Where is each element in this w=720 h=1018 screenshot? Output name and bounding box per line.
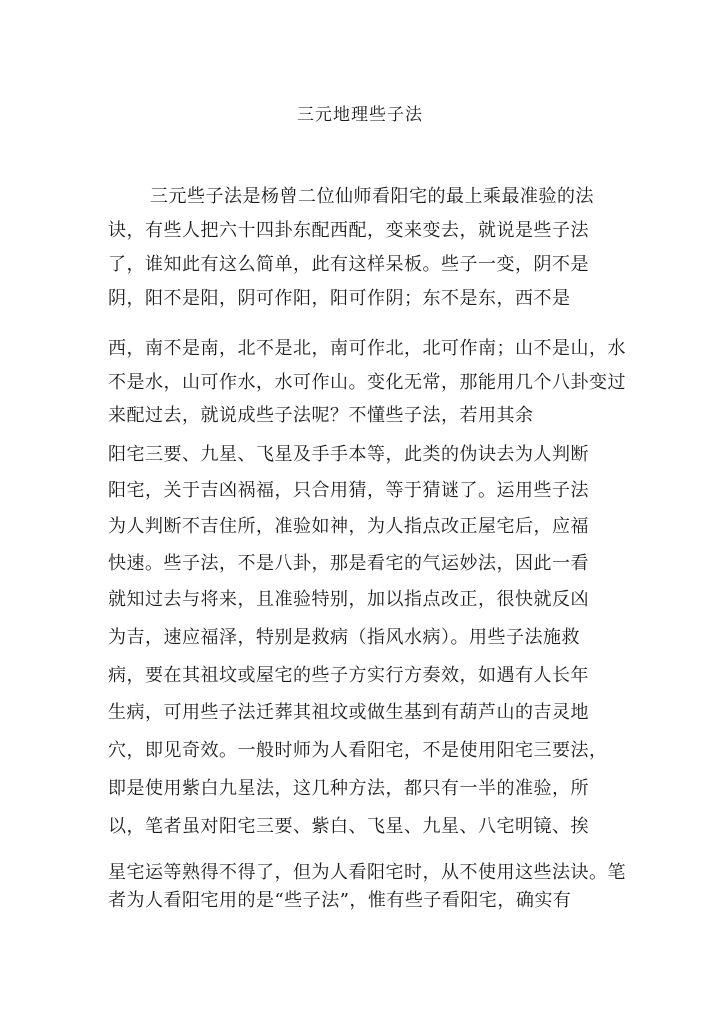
text-line: 西，南不是南，北不是北，南可作北，北可作南；山不是山，水	[108, 338, 626, 359]
text-line: 就知过去与将来，且准验特别，加以指点改正，很快就反凶	[108, 589, 589, 610]
text-line: 了，谁知此有这么简单，此有这样呆板。些子一变，阴不是	[108, 254, 589, 275]
text-line: 病，要在其祖坟或屋宅的些子方实行方奏效，如遇有人长年	[108, 665, 589, 686]
text-line: 即是使用紫白九星法，这几种方法，都只有一半的准验，所	[108, 778, 589, 799]
text-line: 以，笔者虽对阳宅三要、紫白、飞星、九星、八宅明镜、挨	[108, 816, 589, 837]
text-line: 生病，可用些子法迁葬其祖坟或做生基到有葫芦山的吉灵地	[108, 702, 589, 723]
text-line: 者为人看阳宅用的是“些子法”，惟有些子看阳宅，确实有	[108, 890, 572, 911]
text-line: 星宅运等熟得不得了，但为人看阳宅时，从不使用这些法诀。笔	[108, 862, 626, 883]
text-line: 三元些子法是杨曾二位仙师看阳宅的最上乘最准验的法	[150, 186, 594, 207]
text-line: 穴，即见奇效。一般时师为人看阳宅，不是使用阳宅三要法，	[108, 740, 608, 761]
text-line: 诀，有些人把六十四卦东配西配，变来变去，就说是些子法	[108, 220, 589, 241]
text-line: 不是水，山可作水，水可作山。变化无常，那能用几个八卦变过	[108, 372, 626, 393]
text-line: 阴，阳不是阳，阴可作阳，阳可作阴；东不是东，西不是	[108, 288, 571, 309]
document-title: 三元地理些子法	[297, 105, 423, 125]
text-line: 快速。些子法，不是八卦，那是看宅的气运妙法，因此一看	[108, 553, 589, 574]
text-line: 为吉，速应福泽，特别是救病（指风水病）。用些子法施救	[108, 627, 580, 648]
text-line: 来配过去，就说成些子法呢？不懂些子法，若用其余	[108, 405, 534, 426]
text-line: 阳宅，关于吉凶祸福，只合用猜，等于猜谜了。运用些子法	[108, 480, 589, 501]
text-line: 阳宅三要、九星、飞星及手手本等，此类的伪诀去为人判断	[108, 444, 589, 465]
text-line: 为人判断不吉住所，准验如神，为人指点改正屋宅后，应福	[108, 516, 589, 537]
